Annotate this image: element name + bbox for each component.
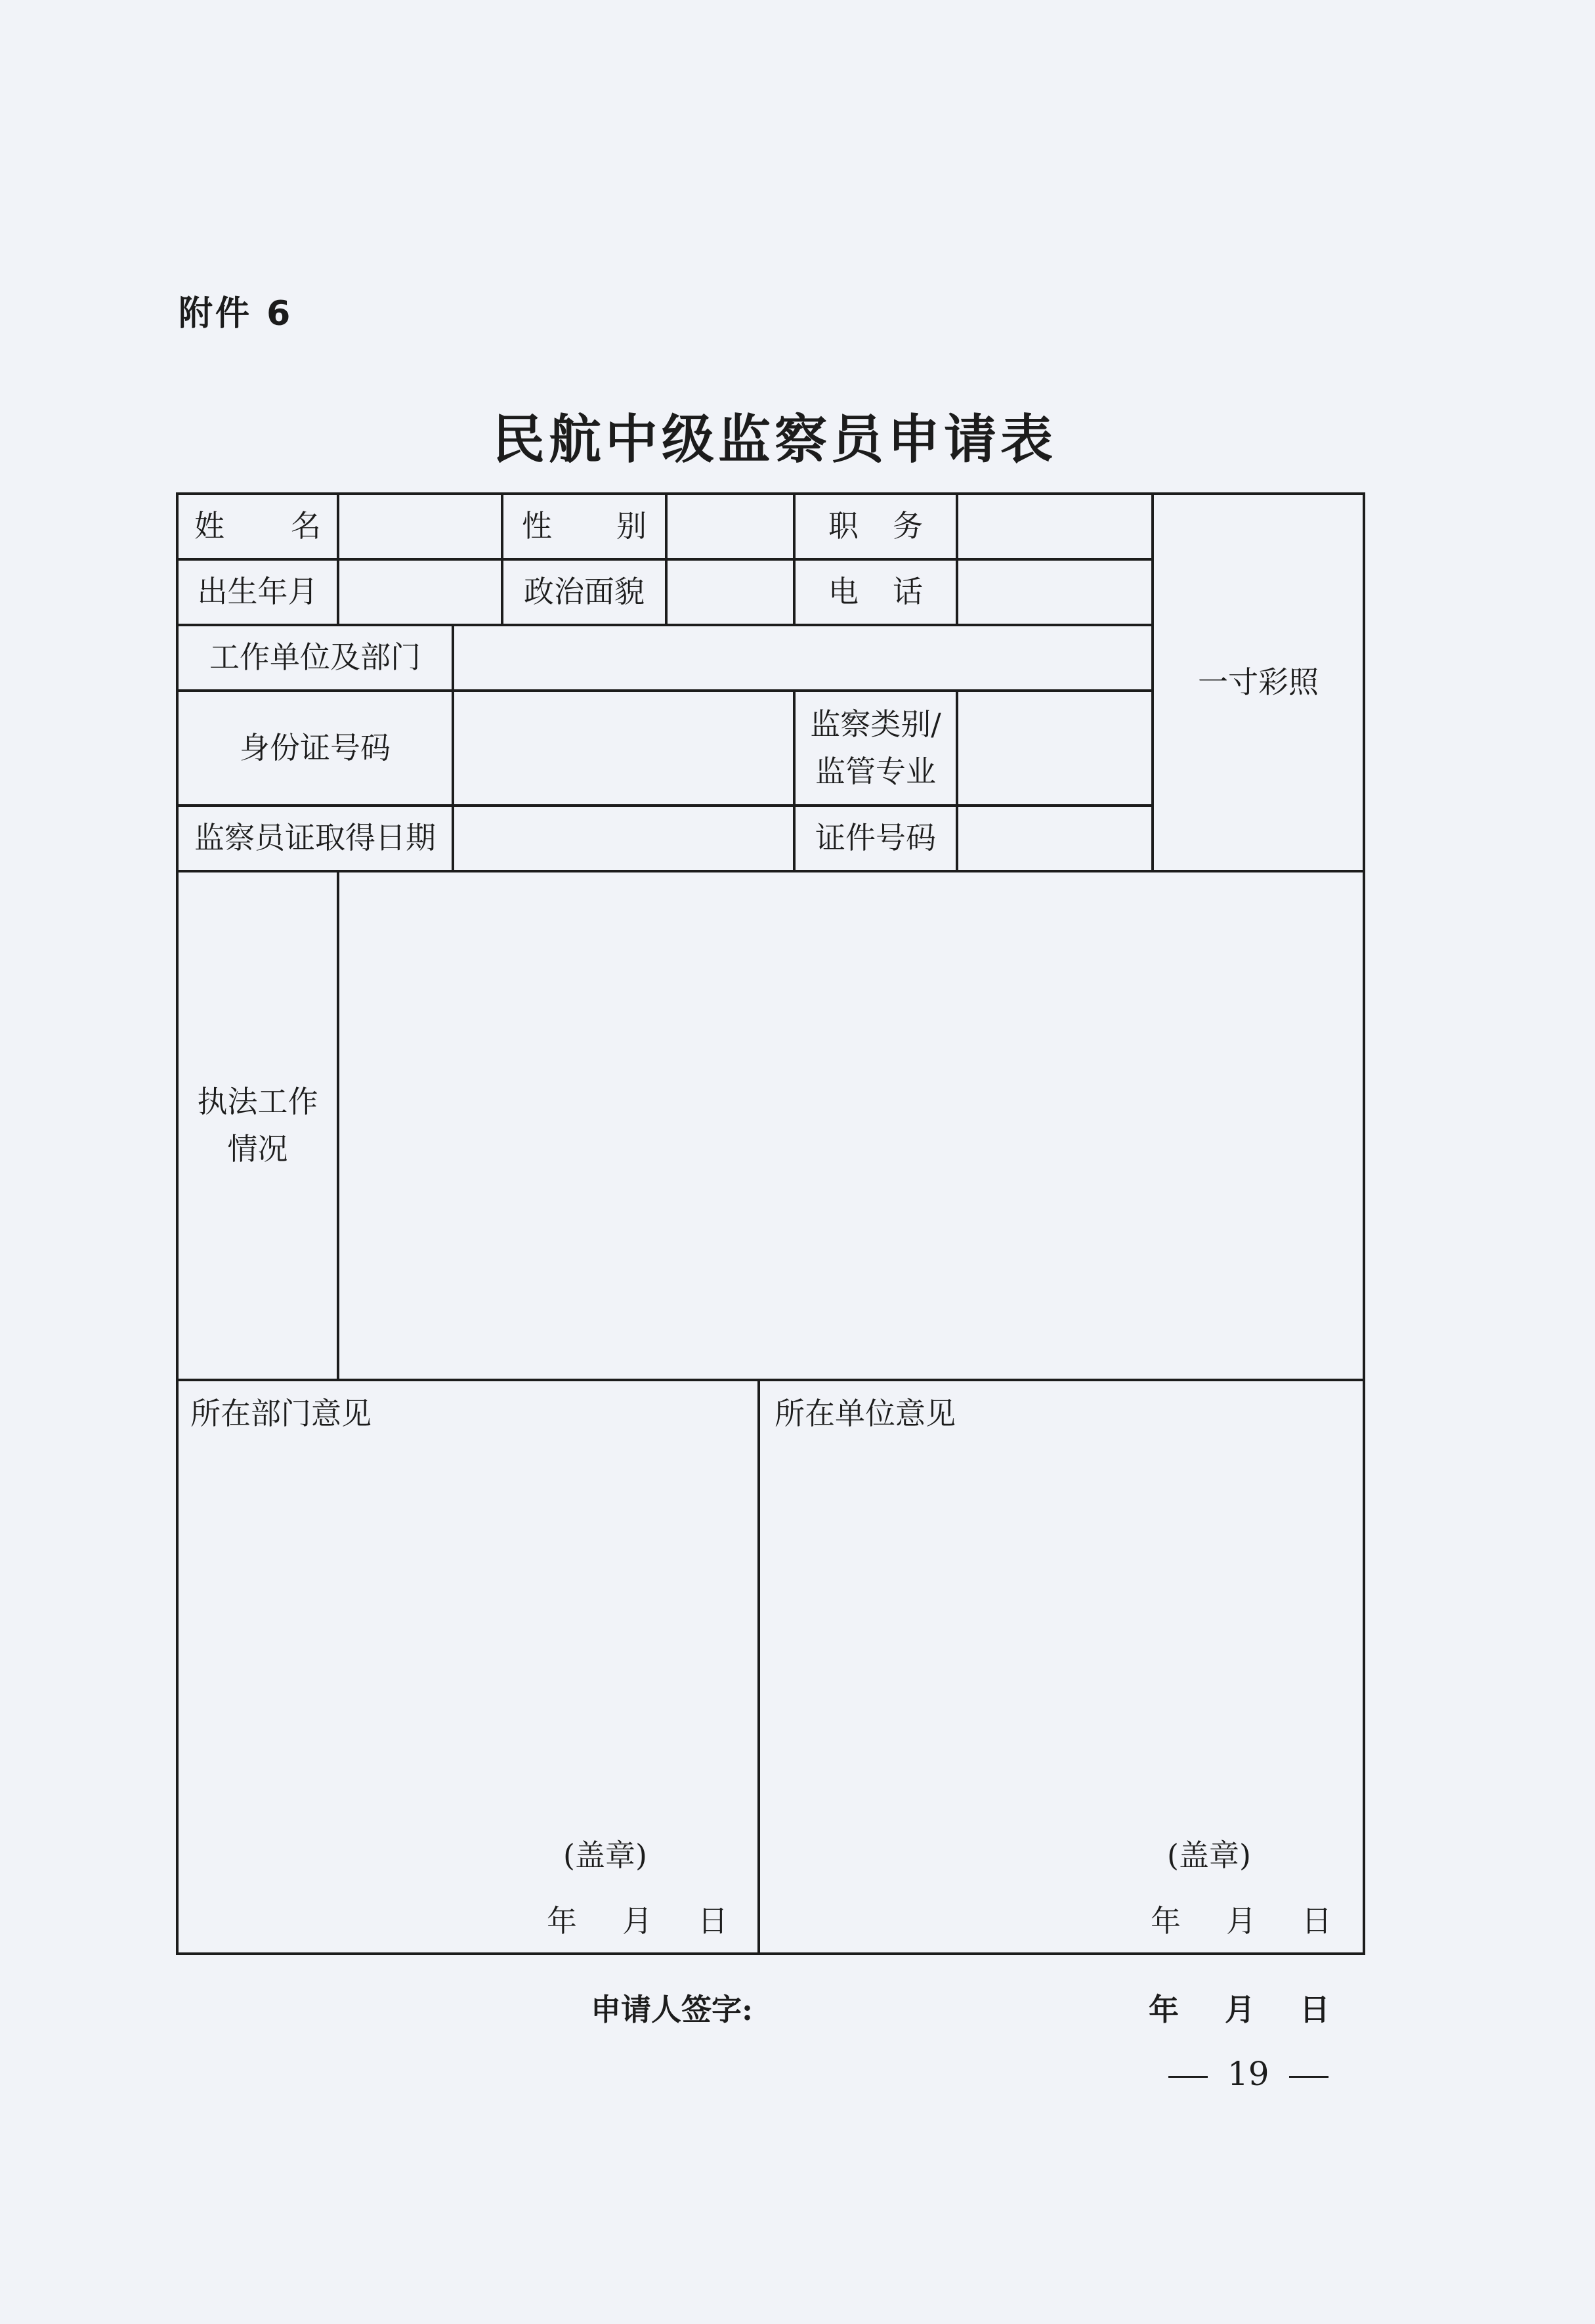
- category-field[interactable]: [958, 692, 1151, 804]
- position-label-text: 职 务: [828, 508, 923, 544]
- applicant-signature-label: 申请人签字:: [591, 1992, 753, 2027]
- gender-label: [503, 495, 665, 558]
- unit-opinion-field[interactable]: [760, 1438, 1363, 1805]
- position-field[interactable]: [958, 495, 1151, 558]
- dept-opinion-label: 所在部门意见: [190, 1396, 372, 1431]
- attachment-label: 附件 6: [179, 294, 293, 334]
- work-unit-label: 工作单位及部门: [209, 639, 421, 676]
- political-field[interactable]: [668, 561, 793, 624]
- enforcement-label: [179, 872, 337, 1379]
- phone-label-text: 电 话: [828, 574, 923, 610]
- unit-date-month: 月: [1226, 1903, 1256, 1939]
- gender-field[interactable]: [668, 495, 793, 558]
- cert-date-label: 监察员证取得日期: [194, 820, 436, 856]
- category-label: [796, 692, 956, 804]
- page-number-value: 19: [1227, 2055, 1269, 2093]
- photo-placeholder[interactable]: 一寸彩照: [1198, 664, 1319, 700]
- sign-date-year: 年: [1149, 1992, 1179, 2027]
- dept-stamp-label: (盖章): [563, 1838, 647, 1873]
- table-border-right: [1363, 492, 1365, 1955]
- category-label-line1: 监察类别/: [810, 706, 941, 742]
- unit-date-year: 年: [1151, 1903, 1181, 1939]
- name-field[interactable]: [339, 495, 501, 558]
- id-number-field[interactable]: [454, 692, 793, 804]
- form-title: 民航中级监察员申请表: [492, 408, 1057, 470]
- political-label: 政治面貌: [524, 574, 645, 610]
- sign-date-month: 月: [1225, 1992, 1255, 2027]
- enforcement-label-line1: 执法工作: [197, 1084, 318, 1120]
- unit-stamp-label: (盖章): [1167, 1838, 1251, 1873]
- sign-date-day: 日: [1300, 1992, 1330, 2027]
- page-number-dash-left: [1168, 2076, 1208, 2078]
- birth-label: 出生年月: [197, 574, 318, 610]
- gender-label-text: 性 别: [522, 508, 647, 544]
- dept-date-day: 日: [698, 1903, 728, 1939]
- category-label-line2: 监管专业: [815, 753, 936, 789]
- birth-field[interactable]: [339, 561, 501, 624]
- cert-number-field[interactable]: [958, 807, 1151, 870]
- dept-opinion-field[interactable]: [179, 1438, 757, 1805]
- work-unit-field[interactable]: [454, 626, 1151, 689]
- phone-label: [796, 561, 956, 624]
- row-divider: [176, 1379, 1365, 1381]
- page-number-dash-right: [1289, 2076, 1329, 2078]
- dept-date-month: 月: [622, 1903, 652, 1939]
- name-label-text: 姓 名: [194, 508, 321, 544]
- page-number: [1149, 2055, 1348, 2093]
- position-label: [796, 495, 956, 558]
- cert-number-label: 证件号码: [815, 820, 936, 856]
- phone-field[interactable]: [958, 561, 1151, 624]
- applicant-signature-field[interactable]: [775, 1983, 1103, 2029]
- unit-opinion-label: 所在单位意见: [775, 1396, 956, 1431]
- enforcement-field[interactable]: [339, 872, 1363, 1379]
- cert-date-field[interactable]: [454, 807, 793, 870]
- dept-date-year: 年: [547, 1903, 577, 1939]
- id-number-label: 身份证号码: [240, 729, 391, 765]
- enforcement-label-line2: 情况: [227, 1130, 288, 1167]
- name-label: [179, 495, 337, 558]
- unit-date-day: 日: [1302, 1903, 1332, 1939]
- table-border-bottom: [176, 1952, 1365, 1955]
- application-form-table: [176, 492, 1365, 1955]
